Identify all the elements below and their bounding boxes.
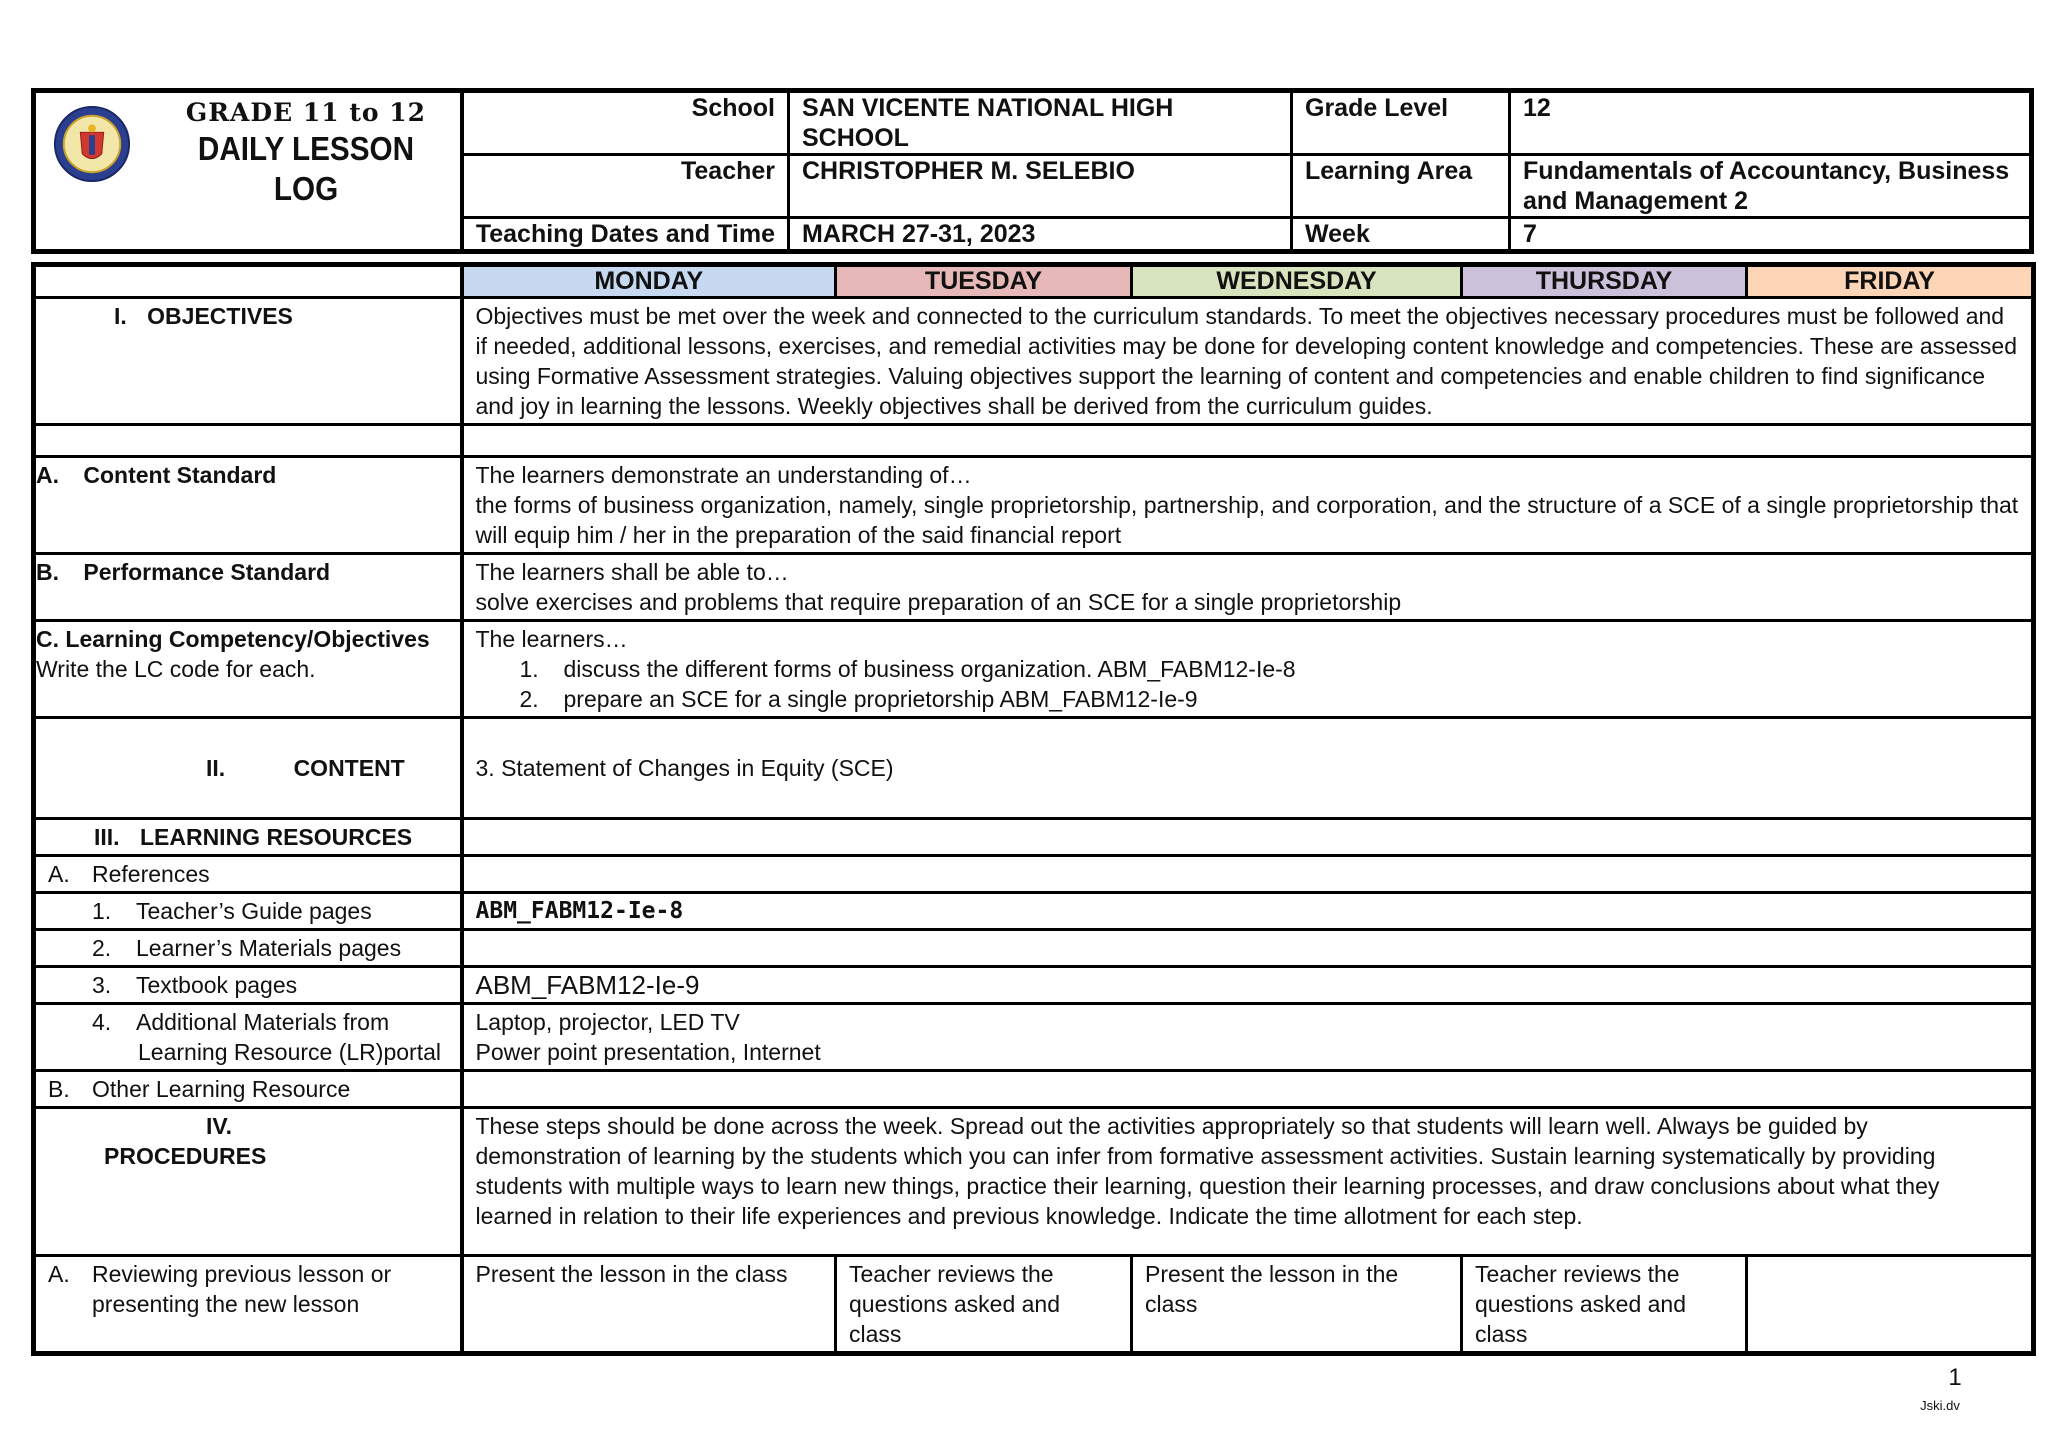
content-label	[34, 718, 462, 819]
other-resource-num: B.	[48, 1076, 70, 1102]
day-friday: FRIDAY	[1747, 265, 2034, 298]
references-row	[34, 856, 2034, 893]
teachers-guide-label	[34, 893, 462, 930]
school-value: SAN VICENTE NATIONAL HIGH SCHOOL	[789, 91, 1292, 155]
reviewing-label	[34, 1256, 462, 1354]
performance-standard-title: Performance Standard	[83, 559, 331, 585]
performance-standard-label	[34, 554, 462, 621]
competency-item	[476, 654, 2020, 684]
competency-value	[462, 621, 2034, 718]
grade-level-label: Grade Level	[1292, 91, 1510, 155]
performance-standard-row	[34, 554, 2034, 621]
objectives-title: OBJECTIVES	[147, 303, 293, 329]
objectives-text: Objectives must be met over the week and connected to the curriculum standards. To meet the objectives necessary procedures must be followed and if needed, additional lessons, exercises, and remedial activities may be done for developing content knowledge and competencies. These are assessed using Formative Assessment strategies. Valuing objectives support the learning of content and competencies and enable children to find significance and joy in learning the lessons. Weekly objectives shall be derived from the curriculum guides.	[462, 298, 2034, 425]
grade-title: GRADE 11 to 12	[185, 98, 427, 127]
content-standard-value	[462, 457, 2034, 554]
reviewing-monday: Present the lesson in the class	[462, 1256, 836, 1354]
content-standard-row	[34, 457, 2034, 554]
procedures-row	[34, 1108, 2034, 1256]
content-num: II.	[206, 755, 226, 781]
content-standard-line1: The learners demonstrate an understanding of…	[475, 462, 972, 488]
objectives-spacer-row	[34, 425, 2034, 457]
content-standard-label	[34, 457, 462, 554]
additional-materials-value-line2: Power point presentation, Internet	[475, 1039, 821, 1065]
learning-area-label: Learning Area	[1292, 155, 1510, 218]
learning-resources-title: LEARNING RESOURCES	[139, 824, 413, 850]
competency-item-num: 1.	[519, 656, 539, 682]
performance-standard-line2: solve exercises and problems that require preparation of an SCE for a single proprietorship	[475, 589, 1402, 615]
procedures-num: IV.	[206, 1113, 233, 1139]
reviewing-title-line1: Reviewing previous lesson or	[92, 1261, 392, 1287]
references-blank	[462, 856, 2034, 893]
learners-materials-value	[462, 930, 2034, 967]
content-standard-num: A.	[36, 462, 59, 488]
reviewing-friday	[1747, 1256, 2034, 1354]
performance-standard-num: B.	[36, 559, 59, 585]
day-header-row	[34, 265, 2034, 298]
content-title: CONTENT	[293, 755, 405, 781]
objectives-spacer-right	[462, 425, 2034, 457]
teachers-guide-row	[34, 893, 2034, 930]
performance-standard-line1: The learners shall be able to…	[475, 559, 789, 585]
procedures-text: These steps should be done across the week. Spread out the activities appropriately so that students will learn well. Always be guided by demonstration of learning by the students which you can infer from formative assessment activities. Sustain learning systematically by providing students with multiple ways to learn new things, practice their learning, question their learning processes, and draw conclusions about what they learned in relation to their life experiences and previous knowledge. Indicate the time allotment for each step.	[462, 1108, 2034, 1256]
learning-resources-label	[34, 819, 462, 856]
references-label	[34, 856, 462, 893]
reviewing-row	[34, 1256, 2034, 1354]
additional-materials-value-line1: Laptop, projector, LED TV	[475, 1009, 740, 1035]
references-title: References	[92, 861, 210, 887]
learners-materials-row	[34, 930, 2034, 967]
learning-area-value: Fundamentals of Accountancy, Business and Management 2	[1510, 155, 2032, 218]
header-table	[31, 88, 2034, 254]
objectives-num: I.	[114, 303, 127, 329]
learners-materials-title: Learner’s Materials pages	[136, 935, 402, 961]
reviewing-tuesday: Teacher reviews the questions asked and class	[836, 1256, 1132, 1354]
competency-item-num: 2.	[519, 686, 539, 712]
teachers-guide-value: ABM_FABM12-Ie-8	[462, 893, 2034, 930]
other-resource-value	[462, 1071, 2034, 1108]
reviewing-thursday: Teacher reviews the questions asked and class	[1462, 1256, 1747, 1354]
objectives-spacer-left	[34, 425, 462, 457]
competency-item	[476, 684, 2020, 714]
content-standard-title: Content Standard	[83, 462, 277, 488]
day-monday: MONDAY	[462, 265, 836, 298]
content-row	[34, 718, 2034, 819]
learning-resources-num: III.	[94, 824, 120, 850]
textbook-num: 3.	[92, 972, 112, 998]
teachers-guide-num: 1.	[92, 898, 112, 924]
school-label: School	[462, 91, 789, 155]
content-value: 3. Statement of Changes in Equity (SCE)	[462, 718, 2034, 819]
procedures-title: PROCEDURES	[104, 1143, 267, 1169]
learning-resources-row	[34, 819, 2034, 856]
other-resource-title: Other Learning Resource	[92, 1076, 351, 1102]
grade-level-value: 12	[1510, 91, 2032, 155]
objectives-row	[34, 298, 2034, 425]
competency-intro: The learners…	[475, 626, 628, 652]
reviewing-wednesday: Present the lesson in the class	[1132, 1256, 1462, 1354]
textbook-value: ABM_FABM12-Ie-9	[462, 967, 2034, 1004]
learners-materials-num: 2.	[92, 935, 112, 961]
teaching-dates-value: MARCH 27-31, 2023	[789, 218, 1292, 252]
footer-mark: Jski.dv	[1920, 1398, 1960, 1413]
additional-materials-title-line1: Additional Materials from	[136, 1009, 390, 1035]
competency-label	[34, 621, 462, 718]
reviewing-title-line2: presenting the new lesson	[92, 1291, 360, 1317]
content-standard-line2: the forms of business organization, namely, single proprietorship, partnership, and corporation, and the structure of a SCE of a single proprietorship that will equip him / her in the preparation of the said financial report	[475, 492, 2019, 548]
competency-item-text: discuss the different forms of business organization. ABM_FABM12-Ie-8	[563, 656, 1296, 682]
textbook-row	[34, 967, 2034, 1004]
week-label: Week	[1292, 218, 1510, 252]
textbook-title: Textbook pages	[136, 972, 298, 998]
lesson-log-table	[31, 262, 2036, 1356]
objectives-label	[34, 298, 462, 425]
day-wednesday: WEDNESDAY	[1132, 265, 1462, 298]
teaching-dates-label: Teaching Dates and Time	[462, 218, 789, 252]
teachers-guide-title: Teacher’s Guide pages	[136, 898, 372, 924]
learning-resources-blank	[462, 819, 2034, 856]
learners-materials-label	[34, 930, 462, 967]
day-thursday: THURSDAY	[1462, 265, 1747, 298]
title-cell	[34, 91, 462, 252]
performance-standard-value	[462, 554, 2034, 621]
reviewing-num: A.	[48, 1261, 70, 1287]
week-value: 7	[1510, 218, 2032, 252]
additional-materials-num: 4.	[92, 1009, 112, 1035]
page-number: 1	[1948, 1364, 1962, 1391]
day-tuesday: TUESDAY	[836, 265, 1132, 298]
additional-materials-value	[462, 1004, 2034, 1071]
teacher-value: CHRISTOPHER M. SELEBIO	[789, 155, 1292, 218]
teacher-label: Teacher	[462, 155, 789, 218]
competency-sublabel: Write the LC code for each.	[36, 656, 316, 682]
day-header-blank	[34, 265, 462, 298]
other-resource-row	[34, 1071, 2034, 1108]
competency-row	[34, 621, 2034, 718]
other-resource-label	[34, 1071, 462, 1108]
daily-lesson-log-title: DAILY LESSON LOG	[197, 130, 415, 207]
additional-materials-row	[34, 1004, 2034, 1071]
competency-title: C. Learning Competency/Objectives	[36, 626, 430, 652]
references-num: A.	[48, 861, 70, 887]
competency-item-text: prepare an SCE for a single proprietorship ABM_FABM12-Ie-9	[563, 686, 1198, 712]
procedures-label	[34, 1108, 462, 1256]
additional-materials-label	[34, 1004, 462, 1071]
deped-seal-icon	[53, 105, 131, 183]
textbook-label	[34, 967, 462, 1004]
additional-materials-title-line2: Learning Resource (LR)portal	[138, 1039, 441, 1065]
